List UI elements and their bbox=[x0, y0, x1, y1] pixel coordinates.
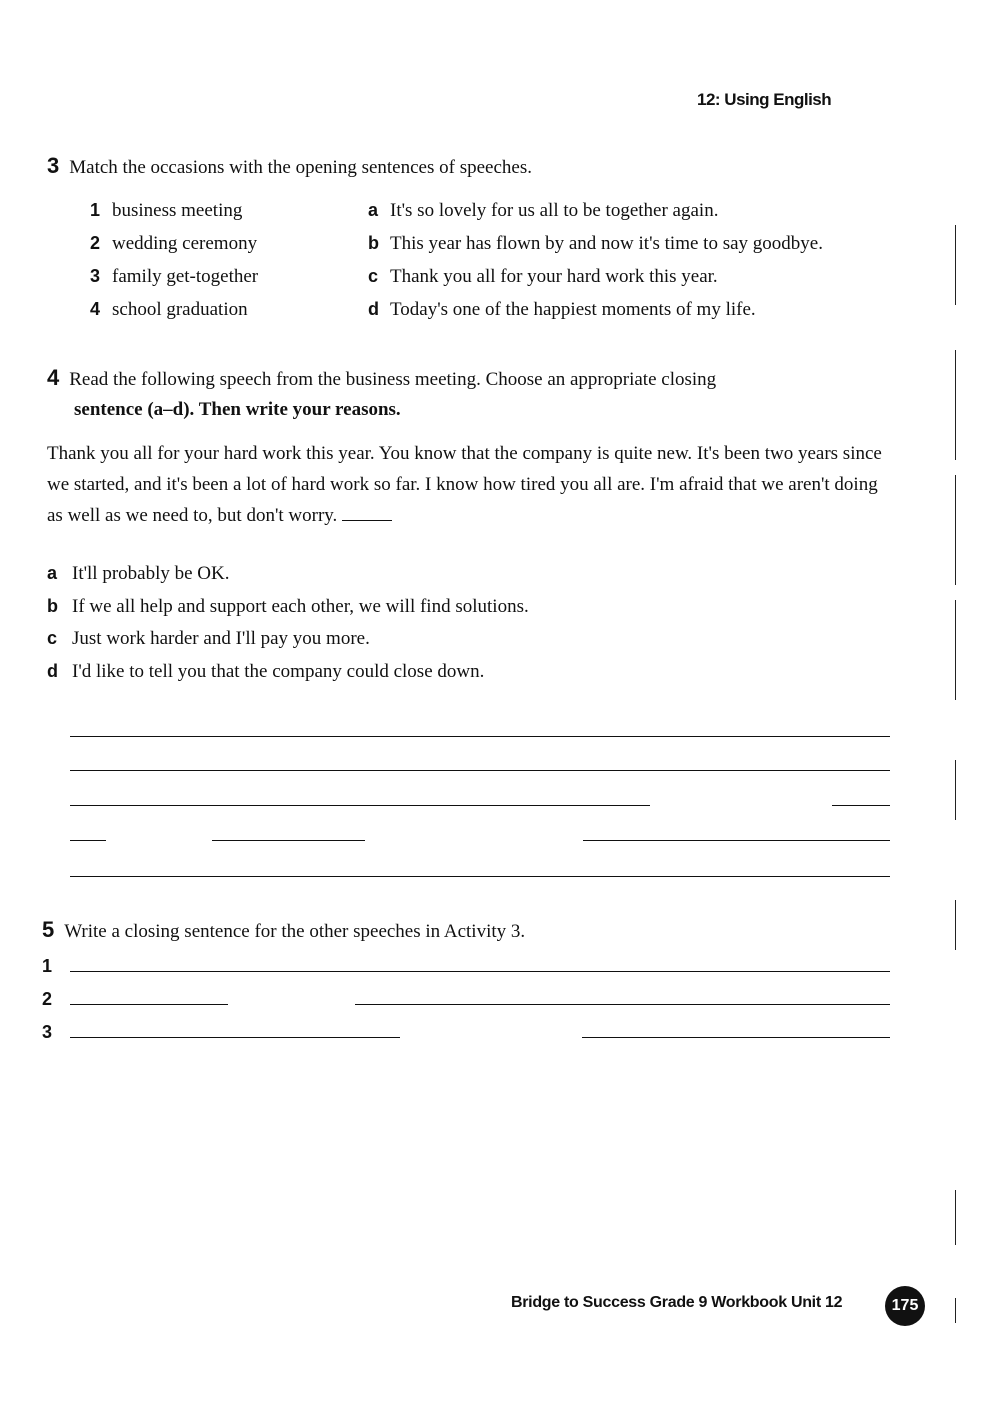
openings-list bbox=[368, 200, 823, 332]
item-letter: d bbox=[47, 660, 58, 681]
item-text: Today's one of the happiest moments of my life. bbox=[390, 299, 756, 320]
item-text: business meeting bbox=[112, 200, 243, 221]
activity-5-heading bbox=[42, 917, 525, 943]
list-item bbox=[368, 200, 823, 233]
line-number: 1 bbox=[42, 956, 53, 976]
list-item bbox=[90, 266, 258, 299]
book-title-footer: Bridge to Success Grade 9 Workbook Unit 12 bbox=[511, 1294, 843, 1311]
list-item bbox=[47, 563, 529, 596]
answer-line[interactable] bbox=[70, 1004, 228, 1005]
scan-edge-mark bbox=[955, 1298, 956, 1323]
item-letter: d bbox=[368, 299, 379, 319]
answer-line[interactable] bbox=[70, 971, 890, 972]
activity-number: 4 bbox=[47, 365, 60, 390]
item-letter: a bbox=[368, 200, 379, 220]
activity-3-heading bbox=[47, 153, 532, 179]
item-number: 3 bbox=[90, 266, 101, 286]
answer-blank[interactable] bbox=[342, 506, 392, 521]
scan-edge-mark bbox=[955, 760, 956, 820]
activity-instruction: Match the occasions with the opening sentences of speeches. bbox=[69, 157, 532, 178]
item-text: It's so lovely for us all to be together again. bbox=[390, 200, 719, 221]
page-number-badge: 175 bbox=[885, 1286, 925, 1326]
activity-instruction-line2: sentence (a–d). Then write your reasons. bbox=[74, 399, 401, 420]
item-text: wedding ceremony bbox=[112, 233, 258, 254]
answer-line[interactable] bbox=[70, 805, 650, 806]
item-letter: c bbox=[47, 628, 58, 648]
scan-edge-mark bbox=[955, 900, 956, 950]
list-item bbox=[47, 596, 529, 629]
list-item bbox=[90, 233, 258, 266]
item-number: 4 bbox=[90, 299, 101, 319]
item-text: family get-together bbox=[112, 266, 259, 287]
occasions-list bbox=[90, 200, 258, 332]
answer-line[interactable] bbox=[582, 1037, 890, 1038]
list-item bbox=[47, 661, 529, 694]
answer-line[interactable] bbox=[832, 805, 890, 806]
item-number: 1 bbox=[90, 200, 101, 220]
line-number: 2 bbox=[42, 989, 53, 1009]
list-item bbox=[368, 233, 823, 266]
closing-options-list bbox=[47, 563, 529, 693]
item-letter: c bbox=[368, 266, 379, 286]
answer-line[interactable] bbox=[583, 840, 890, 841]
item-text: I'd like to tell you that the company could close down. bbox=[72, 660, 485, 682]
activity-number: 5 bbox=[42, 917, 55, 942]
list-item bbox=[47, 628, 529, 661]
list-item bbox=[90, 299, 258, 332]
activity-4-heading bbox=[47, 365, 716, 391]
scan-edge-mark bbox=[955, 350, 956, 460]
scan-edge-mark bbox=[955, 600, 956, 700]
scan-edge-mark bbox=[955, 225, 956, 305]
answer-line[interactable] bbox=[70, 840, 106, 841]
scan-edge-mark bbox=[955, 1190, 956, 1245]
list-item bbox=[368, 266, 823, 299]
activity-instruction-line1: Read the following speech from the business meeting. Choose an appropriate closing bbox=[69, 369, 717, 390]
speech-paragraph bbox=[47, 438, 897, 531]
item-number: 2 bbox=[90, 233, 101, 253]
list-item bbox=[90, 200, 258, 233]
item-letter: a bbox=[47, 563, 58, 583]
activity-instruction: Write a closing sentence for the other speeches in Activity 3. bbox=[64, 921, 526, 942]
item-text: school graduation bbox=[112, 299, 248, 320]
answer-line[interactable] bbox=[70, 736, 890, 737]
item-text: Just work harder and I'll pay you more. bbox=[72, 628, 370, 649]
item-text: If we all help and support each other, we will find solutions. bbox=[72, 595, 529, 617]
item-text: Thank you all for your hard work this year. bbox=[390, 266, 718, 287]
answer-line[interactable] bbox=[70, 770, 890, 771]
item-letter: b bbox=[47, 595, 58, 616]
chapter-header: 12: Using English bbox=[697, 90, 832, 109]
item-letter: b bbox=[368, 233, 379, 253]
item-text: This year has flown by and now it's time to say goodbye. bbox=[390, 233, 823, 254]
answer-line[interactable] bbox=[70, 1037, 400, 1038]
item-text: It'll probably be OK. bbox=[72, 563, 230, 584]
activity-number: 3 bbox=[47, 153, 60, 178]
speech-text: Thank you all for your hard work this year. You know that the company is quite new. It's been two years since we started, and it's been a lot of hard work so far. I know how tired you all are. I'm afraid that we aren't doing as well as we need to, but don't worry. bbox=[47, 443, 882, 526]
answer-line[interactable] bbox=[70, 876, 890, 877]
scan-edge-mark bbox=[955, 475, 956, 585]
list-item bbox=[368, 299, 823, 332]
line-number: 3 bbox=[42, 1022, 53, 1042]
answer-line[interactable] bbox=[212, 840, 365, 841]
answer-line[interactable] bbox=[355, 1004, 890, 1005]
